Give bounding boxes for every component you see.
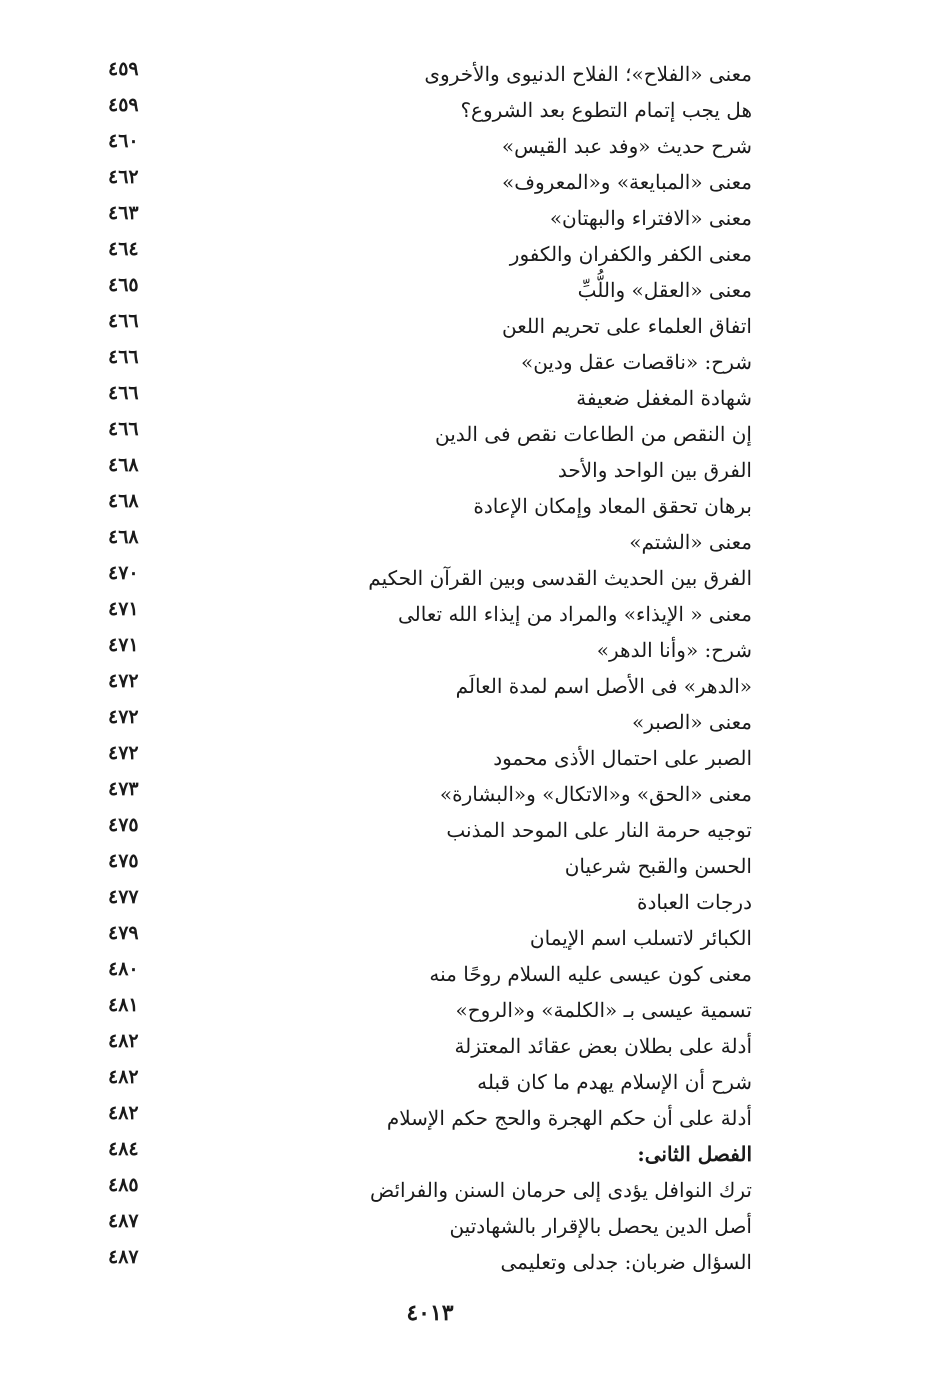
toc-entry-title: معنى « الإيذاء» والمراد من إيذاء الله تعالى: [398, 602, 752, 626]
toc-entry-page-number: ٤٧٧: [108, 886, 139, 908]
page-folio-number: ٤٠١٣: [406, 1300, 454, 1326]
toc-entry-page-number: ٤٦٦: [108, 310, 139, 332]
toc-entry: [80, 488, 770, 524]
toc-entry: [80, 776, 770, 812]
toc-entry: [80, 560, 770, 596]
toc-entry-page-number: ٤٦٨: [108, 454, 139, 476]
toc-entry: [80, 200, 770, 236]
toc-entry-title: معنى «الافتراء والبهتان»: [549, 206, 752, 230]
toc-entry-page-number: ٤٦٦: [108, 418, 139, 440]
toc-entry: [80, 1136, 770, 1172]
toc-entry-page-number: ٤٧٢: [108, 706, 139, 728]
toc-entry-title: تسمية عيسى بـ «الكلمة» و«الروح»: [455, 998, 752, 1022]
toc-entry: [80, 1208, 770, 1244]
toc-entry-title: شرح حديث «وفد عبد القيس»: [501, 134, 752, 158]
toc-entry-page-number: ٤٦٨: [108, 490, 139, 512]
toc-entry-title: معنى «الفلاح»؛ الفلاح الدنيوى والأخروى: [424, 62, 752, 86]
toc-entry-page-number: ٤٧١: [108, 634, 139, 656]
toc-entry-page-number: ٤٨٢: [108, 1066, 139, 1088]
toc-entry-page-number: ٤٧٥: [108, 814, 139, 836]
toc-entry: [80, 704, 770, 740]
toc-entry-page-number: ٤٥٩: [108, 94, 139, 116]
toc-entry: [80, 632, 770, 668]
toc-entry-title: معنى «الصبر»: [632, 710, 752, 734]
toc-entry-page-number: ٤٨٧: [108, 1246, 139, 1268]
toc-entry-title: إن النقص من الطاعات نقص فى الدين: [435, 422, 752, 446]
toc-entry: [80, 1064, 770, 1100]
toc-entry-page-number: ٤٨٢: [108, 1030, 139, 1052]
toc-entry-title: شرح: «ناقصات عقل ودين»: [520, 350, 752, 374]
toc-entry-title: معنى الكفر والكفران والكفور: [509, 242, 752, 266]
toc-entry-title: شرح أن الإسلام يهدم ما كان قبله: [477, 1070, 752, 1094]
toc-entry: [80, 740, 770, 776]
toc-entry: [80, 380, 770, 416]
toc-entry-page-number: ٤٨٠: [108, 958, 139, 980]
toc-entry-page-number: ٤٦٠: [108, 130, 139, 152]
toc-entry-page-number: ٤٨٤: [108, 1138, 139, 1160]
toc-entry: [80, 596, 770, 632]
toc-entry: [80, 524, 770, 560]
toc-entry: [80, 1028, 770, 1064]
toc-entry-page-number: ٤٧١: [108, 598, 139, 620]
toc-entry-title: الصبر على احتمال الأذى محمود: [493, 746, 752, 770]
toc-entry: [80, 56, 770, 92]
toc-entry-title: الفرق بين الواحد والأحد: [557, 458, 752, 482]
toc-entry: [80, 164, 770, 200]
toc-entry: [80, 884, 770, 920]
toc-entry-page-number: ٤٦٦: [108, 346, 139, 368]
toc-entry-title: اتفاق العلماء على تحريم اللعن: [501, 314, 752, 338]
toc-entry-page-number: ٤٦٢: [108, 166, 139, 188]
toc-entry-page-number: ٤٥٩: [108, 58, 139, 80]
toc-entry-page-number: ٤٧٢: [108, 742, 139, 764]
toc-entry-title: درجات العبادة: [636, 890, 752, 914]
toc-entry: [80, 956, 770, 992]
toc-entry-page-number: ٤٨٥: [108, 1174, 139, 1196]
toc-entry: [80, 920, 770, 956]
toc-entry-page-number: ٤٧٢: [108, 670, 139, 692]
table-of-contents: [80, 56, 770, 1280]
toc-entry-title: معنى كون عيسى عليه السلام روحًا منه: [429, 962, 752, 986]
toc-entry-page-number: ٤٦٥: [108, 274, 139, 296]
toc-entry-page-number: ٤٦٦: [108, 382, 139, 404]
toc-entry-title: السؤال ضربان: جدلى وتعليمى: [500, 1250, 752, 1274]
toc-entry-title: الكبائر لاتسلب اسم الإيمان: [529, 926, 752, 950]
toc-entry-page-number: ٤٦٨: [108, 526, 139, 548]
toc-entry-title: الفرق بين الحديث القدسى وبين القرآن الحكيم: [368, 566, 752, 590]
toc-entry-title: ترك النوافل يؤدى إلى حرمان السنن والفرائض: [369, 1178, 752, 1202]
toc-entry-page-number: ٤٧٩: [108, 922, 139, 944]
toc-entry: [80, 344, 770, 380]
toc-entry: [80, 92, 770, 128]
toc-entry: [80, 1172, 770, 1208]
toc-entry: [80, 416, 770, 452]
toc-entry-title: معنى «المبايعة» و«المعروف»: [502, 170, 752, 194]
toc-entry-page-number: ٤٦٣: [108, 202, 139, 224]
toc-entry: [80, 272, 770, 308]
toc-entry-title: شرح: «وأنا الدهر»: [596, 638, 752, 662]
section-heading: الفصل الثانى:: [637, 1142, 752, 1166]
toc-entry: [80, 668, 770, 704]
toc-entry: [80, 1100, 770, 1136]
toc-entry-title: شهادة المغفل ضعيفة: [576, 386, 752, 410]
toc-entry: [80, 128, 770, 164]
toc-entry-page-number: ٤٦٤: [108, 238, 139, 260]
toc-entry-page-number: ٤٧٣: [108, 778, 139, 800]
toc-entry-title: برهان تحقق المعاد وإمكان الإعادة: [473, 494, 752, 518]
toc-entry: [80, 812, 770, 848]
toc-entry: [80, 308, 770, 344]
toc-entry-title: «الدهر» فى الأصل اسم لمدة العالَم: [455, 674, 752, 698]
toc-entry-title: معنى «العقل» واللُّبِّ: [577, 278, 752, 302]
toc-entry-title: الحسن والقبح شرعيان: [564, 854, 752, 878]
toc-entry: [80, 1244, 770, 1280]
toc-entry-page-number: ٤٧٠: [108, 562, 139, 584]
toc-entry: [80, 992, 770, 1028]
toc-entry-title: معنى «الحق» و«الاتكال» و«البشارة»: [439, 782, 752, 806]
toc-entry-title: معنى «الشتم»: [629, 530, 752, 554]
toc-entry-page-number: ٤٨٢: [108, 1102, 139, 1124]
toc-entry-title: توجيه حرمة النار على الموحد المذنب: [446, 818, 752, 842]
toc-entry: [80, 452, 770, 488]
toc-entry-title: أدلة على بطلان بعض عقائد المعتزلة: [454, 1034, 752, 1058]
toc-entry: [80, 236, 770, 272]
toc-entry-title: أصل الدين يحصل بالإقرار بالشهادتين: [449, 1214, 752, 1238]
toc-entry-page-number: ٤٧٥: [108, 850, 139, 872]
toc-entry-title: هل يجب إتمام التطوع بعد الشروع؟: [460, 98, 752, 122]
toc-entry-page-number: ٤٨٧: [108, 1210, 139, 1232]
toc-entry-title: أدلة على أن حكم الهجرة والحج حكم الإسلام: [386, 1106, 752, 1130]
toc-entry-page-number: ٤٨١: [108, 994, 139, 1016]
toc-entry: [80, 848, 770, 884]
